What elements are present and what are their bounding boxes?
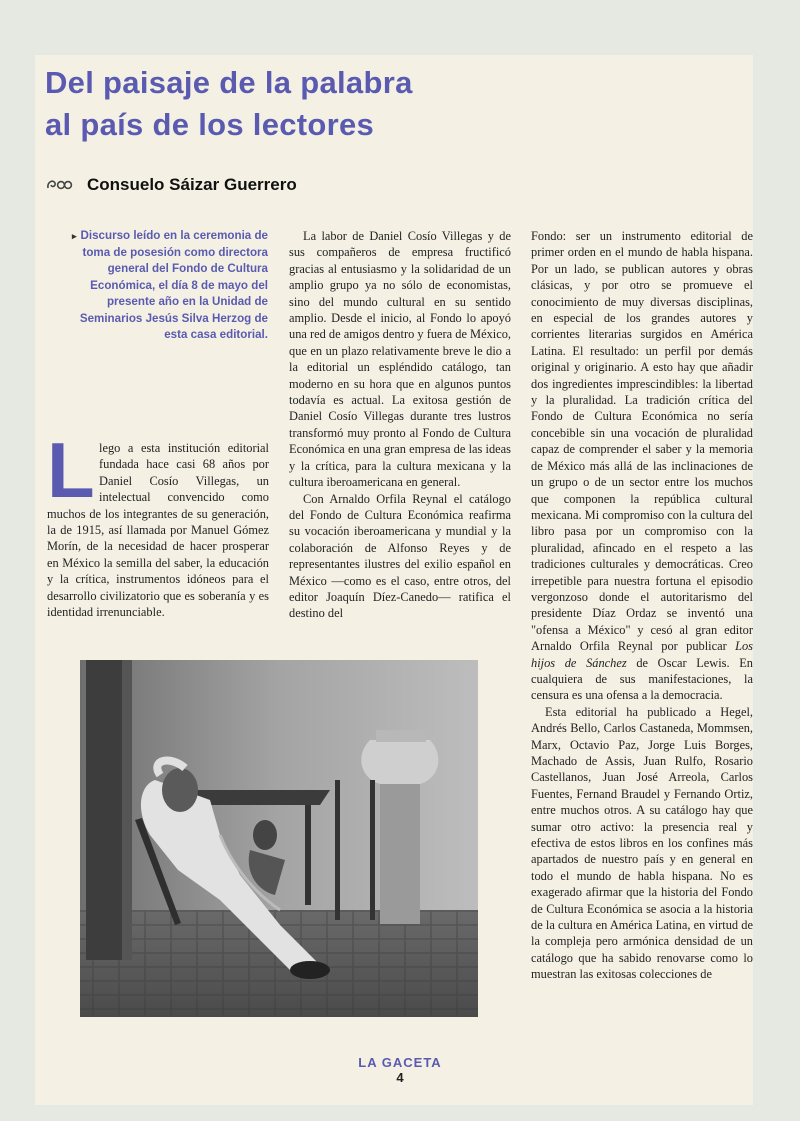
paragraph: Esta editorial ha publicado a Hegel, Andrés Bello, Carlos Castaneda, Mommsen, Marx, Octavio Paz, Jorge Luis Borges, Machado de Assis, Juan Rulfo, Rosario Castellanos, Juan José Arreola, Carlos Fuentes, Fernand Braudel y Fernando Ortiz, entre muchos otros. A su catálogo hay que sumar otro activo: la presencia real y efectiva de estos libros en los confines más apartados de nuestro país y en general en todo el mundo de habla hispana. No es exagerado afirmar que la historia del Fondo de Cultura Económica se asocia a la historia de la cultura en América Latina, en virtud de la compleja pero armónica densidad de un catálogo que ha sabido renovarse como lo muestran las exitosas colecciones de [531, 704, 753, 982]
column-2 [289, 228, 511, 622]
paragraph: La labor de Daniel Cosío Villegas y de sus compañeros de empresa fructificó gracias al entusiasmo y la solidaridad de un amplio grupo ya no sólo de economistas, sino del mundo cultural en su sentido amplio. Desde el inicio, al Fondo lo apoyó una red de amigos dentro y fuera de México, que en un plazo relativamente breve le dio a la editorial un espléndido catálogo, tan moderno en su hora que en algunos puntos todavía es actual. La exitosa gestión de Daniel Cosío Villegas durante tres lustros transformó muy pronto al Fondo de Cultura Económica en una gran empresa de las ideas y la crítica, para la cultura mexicana y la cultura iberoamericana en general. [289, 229, 511, 490]
column-1 [47, 426, 269, 620]
column-3 [531, 228, 753, 983]
title-line-1: Del paisaje de la palabra [45, 65, 413, 100]
drop-cap-letter: L [47, 426, 95, 514]
triangle-right-icon: ▸ [71, 231, 77, 241]
photograph-man-resting [80, 660, 478, 1017]
intro-note [60, 228, 268, 344]
paragraph-text-end: de Oscar Lewis. En cualquiera de sus manifestaciones, la censura es una ofensa a la democracia. [531, 655, 754, 703]
paragraph [531, 228, 753, 704]
author-byline [45, 172, 297, 198]
flourish-icon [45, 176, 73, 194]
publication-name: LA GACETA [358, 1055, 442, 1070]
paragraph: Con Arnaldo Orfila Reynal el catálogo del Fondo de Cultura Económica reafirma su vocación iberoamericana y mundial y la colaboración de Alfonso Reyes y de representantes ilustres del exilio español en México —como es el caso, entre otros, del editor Joaquín Díez-Canedo— ratifica el destino del [289, 491, 511, 621]
book-title: Los hijos de Sánchez [531, 639, 753, 670]
article-title [45, 62, 745, 146]
author-name: Consuelo Sáizar Guerrero [87, 175, 297, 194]
paragraph-text: Fondo: ser un instrumento editorial de primer orden en el mundo de habla hispana. Por un lado, se publican autores y obras clásicas, y por otro se promueve el conocimiento de muy diversas disciplinas, en especial de los grandes autores y corrientes literarias surgidos en América Latina. El resultado: un perfil por demás original y originario. A esto hay que añadir dos ingredientes imprescindibles: la libertad y la pluralidad. La tradición crítica del Fondo de Cultura Económica no sería concebible sin una vocación de pluralidad capaz de comprender el saber y la memoria de México más allá de las inclinaciones de un grupo o de un sector entre los muchos que componen la república cultural mexicana. Mi compromiso con la cultura del libro pasa por un compromiso con la pluralidad, afincado en el respeto a las tradiciones culturales y democráticas. Creo irrepetible para nuestra fortuna el episodio vergonzoso donde el autoritarismo del presidente Díaz Ordaz se inventó una "ofensa a México" y cesó al gran editor Arnaldo Orfila Reynal por publicar [531, 229, 753, 654]
page-number: 4 [396, 1070, 404, 1085]
paragraph: lego a esta institución editorial fundada hace casi 68 años por Daniel Cosío Villegas, un intelectual convencido como muchos de los integrantes de su generación, la de 1915, así llamada por Manuel Gómez Morín, de la necesidad de hacer prosperar en México la semilla del saber, la educación y la crítica, instrumentos idóneos para el desarrollo civilizatorio que es soberanía y es identidad irrenunciable. [47, 441, 269, 620]
title-line-2: al país de los lectores [45, 107, 375, 142]
intro-text: Discurso leído en la ceremonia de toma de posesión como directora general del Fondo de Cultura Económica, el día 8 de mayo del presente año en la Unidad de Seminarios Jesús Silva Herzog de esta casa editorial. [79, 229, 268, 341]
drop-cap [47, 426, 95, 514]
